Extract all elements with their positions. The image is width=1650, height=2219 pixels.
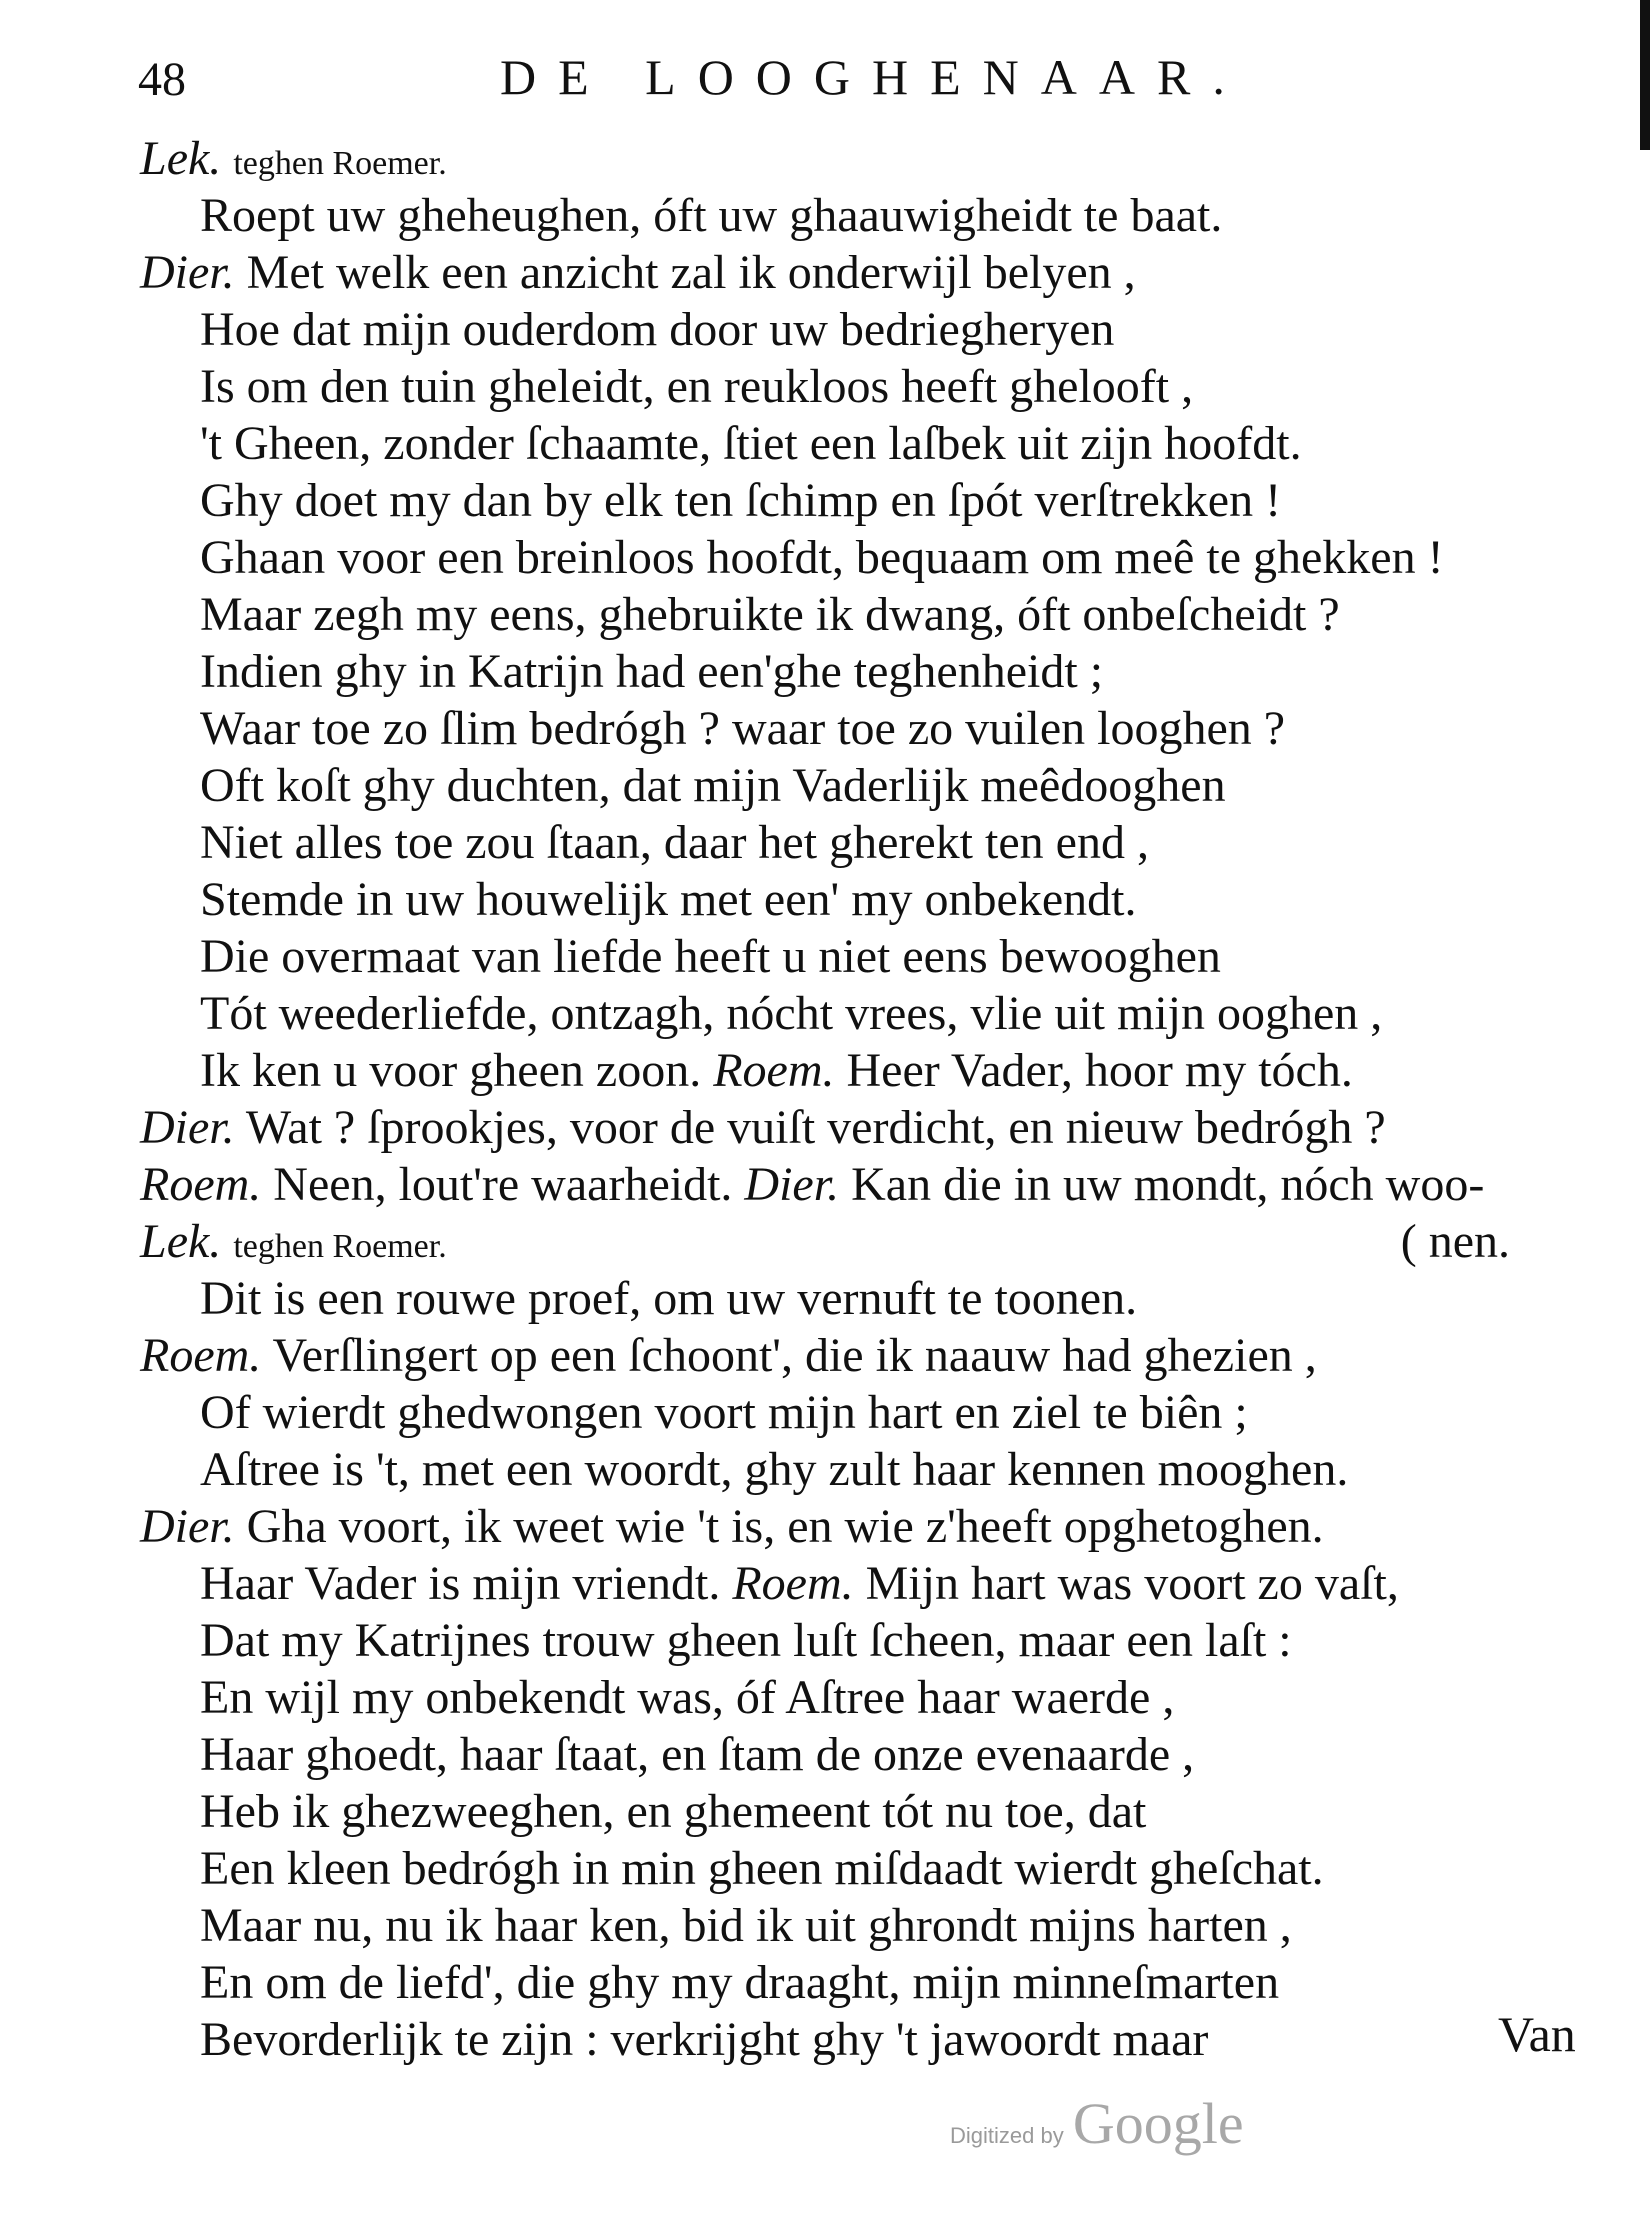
verse-line — [140, 871, 1590, 928]
digitization-watermark — [950, 2090, 1244, 2157]
verse-text: Indien ghy in Katrijn had een'ghe teghenheidt ; — [200, 645, 1104, 698]
verse-line — [140, 1270, 1590, 1327]
verse-line — [140, 1669, 1590, 1726]
verse-line — [140, 244, 1590, 301]
verse-text: Maar nu, nu ik haar ken, bid ik uit ghrondt mijns harten , — [200, 1899, 1292, 1952]
verse-text: Wat ? ſprookjes, voor de vuiſt verdicht, en nieuw bedrógh ? — [245, 1101, 1386, 1154]
verse-text: Bevorderlijk te zijn : verkrijght ghy 't jawoordt maar — [200, 2013, 1209, 2066]
verse-text: Dat my Katrijnes trouw gheen luſt ſcheen, maar een laſt : — [200, 1614, 1292, 1667]
verse-line — [140, 1213, 1590, 1270]
speaker-label: Roem. — [140, 1329, 262, 1382]
google-logo: Google — [1072, 2091, 1244, 2156]
catchword: Van — [1498, 2006, 1576, 2062]
speaker-label: Dier. — [140, 246, 235, 299]
speaker-label: Dier. — [140, 1101, 235, 1154]
verse-line — [140, 700, 1590, 757]
speaker-label: Roem. — [732, 1557, 854, 1610]
verse-line — [140, 1840, 1590, 1897]
stage-direction: teghen Roemer. — [233, 1228, 447, 1265]
verse-text: Ik ken u voor gheen zoon. — [200, 1044, 702, 1097]
verse-text: Mijn hart was voort zo vaſt, — [865, 1557, 1399, 1610]
verse-text: Die overmaat van liefde heeft u niet eens bewooghen — [200, 930, 1221, 983]
verse-text: Ghaan voor een breinloos hoofdt, bequaam om meê te ghekken ! — [200, 531, 1444, 584]
play-text — [140, 130, 1590, 2068]
verse-line — [140, 643, 1590, 700]
verse-text: Heb ik ghezweeghen, en ghemeent tót nu toe, dat — [200, 1785, 1147, 1838]
verse-text: Gha voort, ik weet wie 't is, en wie z'heeft opghetoghen. — [246, 1500, 1324, 1553]
verse-line — [140, 1954, 1590, 2011]
verse-line — [140, 1441, 1590, 1498]
speaker-label: Lek. — [140, 132, 222, 185]
verse-text: Is om den tuin gheleidt, en reukloos heeft ghelooft , — [200, 360, 1194, 413]
verse-text: Waar toe zo ſlim bedrógh ? waar toe zo vuilen looghen ? — [200, 702, 1286, 755]
page-header — [130, 38, 1350, 118]
verse-line — [140, 1612, 1590, 1669]
speaker-label: Roem. — [140, 1158, 262, 1211]
verse-text: Roept uw gheheughen, óft uw ghaauwigheidt te baat. — [200, 189, 1223, 242]
verse-line — [140, 301, 1590, 358]
verse-text: Maar zegh my eens, ghebruikte ik dwang, óft onbeſcheidt ? — [200, 588, 1340, 641]
speaker-label: Dier. — [140, 1500, 235, 1553]
verse-text: Verſlingert op een ſchoont', die ik naauw had ghezien , — [272, 1329, 1317, 1382]
verse-line — [140, 1897, 1590, 1954]
running-title: DE LOOGHENAAR. — [500, 49, 1247, 105]
verse-text: Aſtree is 't, met een woordt, ghy zult haar kennen mooghen. — [200, 1443, 1349, 1496]
verse-text: Niet alles toe zou ſtaan, daar het gherekt ten end , — [200, 816, 1149, 869]
verse-line — [140, 1042, 1590, 1099]
verse-line — [140, 187, 1590, 244]
verse-text: Neen, lout're waarheidt. — [273, 1158, 733, 1211]
verse-text: Stemde in uw houwelijk met een' my onbekendt. — [200, 873, 1137, 926]
verse-text: Met welk een anzicht zal ik onderwijl belyen , — [246, 246, 1136, 299]
verse-text: Dit is een rouwe proef, om uw vernuft te toonen. — [200, 1272, 1138, 1325]
verse-line — [140, 1327, 1590, 1384]
verse-line — [140, 358, 1590, 415]
stage-direction: teghen Roemer. — [233, 145, 447, 182]
verse-line — [140, 1555, 1590, 1612]
verse-line — [140, 985, 1590, 1042]
page-edge — [1640, 0, 1650, 150]
verse-text: Een kleen bedrógh in min gheen miſdaadt wierdt gheſchat. — [200, 1842, 1324, 1895]
verse-text: En om de liefd', die ghy my draaght, mijn minneſmarten — [200, 1956, 1280, 2009]
verse-line — [140, 814, 1590, 871]
verse-text: Heer Vader, hoor my tóch. — [846, 1044, 1353, 1097]
verse-text: 't Gheen, zonder ſchaamte, ſtiet een laſbek uit zijn hoofdt. — [200, 417, 1302, 470]
verse-line — [140, 1726, 1590, 1783]
verse-line — [140, 1384, 1590, 1441]
verse-text: Haar ghoedt, haar ſtaat, en ſtam de onze evenaarde , — [200, 1728, 1195, 1781]
verse-line — [140, 415, 1590, 472]
verse-line — [140, 472, 1590, 529]
verse-text: Ghy doet my dan by elk ten ſchimp en ſpót verſtrekken ! — [200, 474, 1282, 527]
verse-line — [140, 1783, 1590, 1840]
verse-line — [140, 1156, 1590, 1213]
verse-text: Hoe dat mijn ouderdom door uw bedriegheryen — [200, 303, 1115, 356]
line-turnover: ( nen. — [1400, 1215, 1510, 1268]
verse-text: Oft koſt ghy duchten, dat mijn Vaderlijk meêdooghen — [200, 759, 1226, 812]
verse-text: Of wierdt ghedwongen voort mijn hart en ziel te biên ; — [200, 1386, 1248, 1439]
speaker-label: Roem. — [713, 1044, 835, 1097]
verse-line — [140, 529, 1590, 586]
watermark-prefix: Digitized by — [950, 2123, 1064, 2148]
page-number: 48 — [138, 53, 186, 106]
verse-text: Kan die in uw mondt, nóch woo- — [851, 1158, 1485, 1211]
verse-line — [140, 1498, 1590, 1555]
verse-line — [140, 2011, 1590, 2068]
verse-line — [140, 130, 1590, 187]
verse-line — [140, 1099, 1590, 1156]
verse-text: Haar Vader is mijn vriendt. — [200, 1557, 721, 1610]
verse-line — [140, 757, 1590, 814]
verse-line — [140, 586, 1590, 643]
speaker-label: Dier. — [744, 1158, 840, 1211]
speaker-label: Lek. — [140, 1215, 222, 1268]
verse-text: Tót weederliefde, ontzagh, nócht vrees, vlie uit mijn ooghen , — [200, 987, 1383, 1040]
verse-line — [140, 928, 1590, 985]
verse-text: En wijl my onbekendt was, óf Aſtree haar waerde , — [200, 1671, 1175, 1724]
